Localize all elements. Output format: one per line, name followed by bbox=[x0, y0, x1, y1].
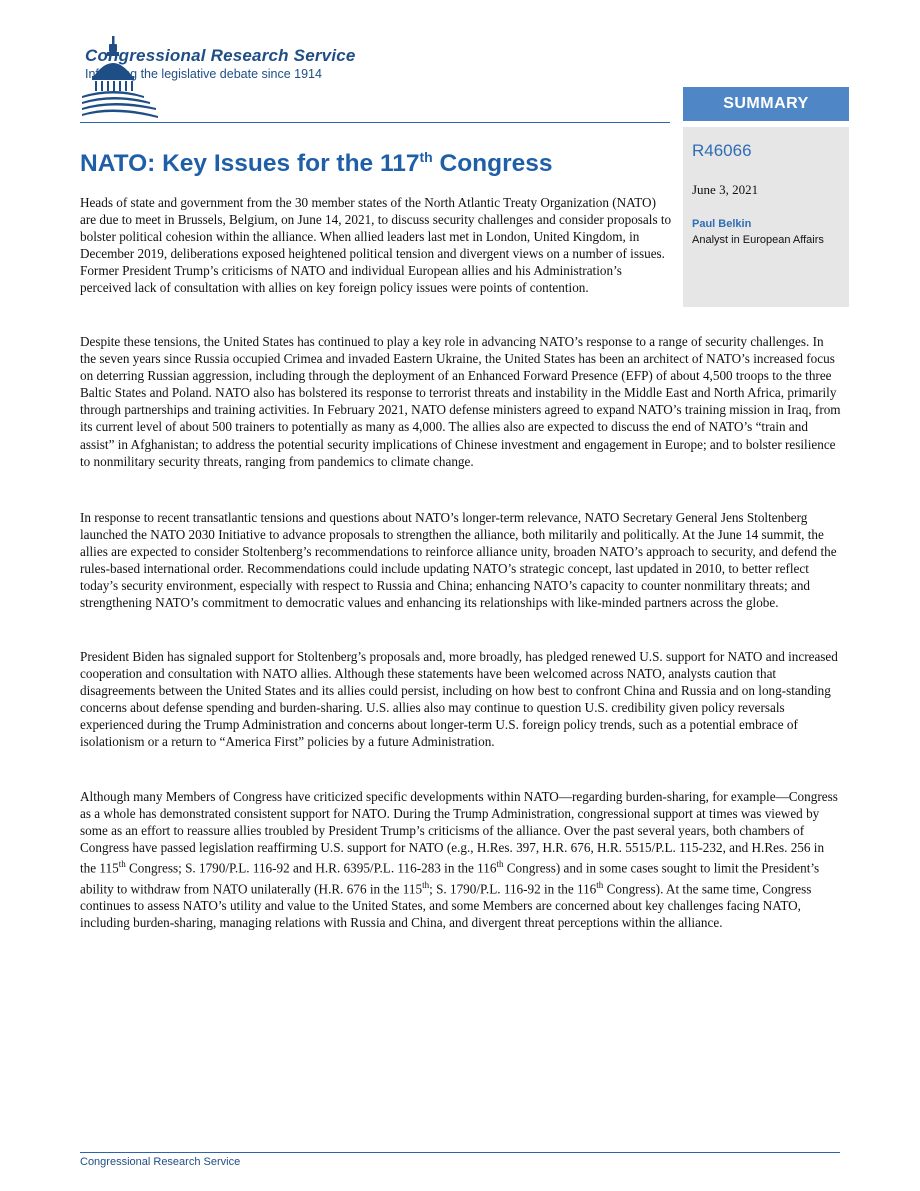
org-tagline: Informing the legislative debate since 1914 bbox=[85, 67, 322, 81]
summary-paragraph: Heads of state and government from the 30 member states of the North Atlantic Treaty Organization (NATO) are due to meet in Brussels, Belgium, on June 14, 2021, to discuss security challenges and consider proposals to bolster political cohesion within the alliance. When allied leaders last met in London, United Kingdom, in December 2019, deliberations exposed heightened political tension and divergent views on a number of issues. Former President Trump’s criticisms of NATO and individual European allies and his Administration’s perceived lack of consultation with allies on key foreign policy issues were points of contention. bbox=[80, 195, 672, 296]
p5-part-e: Congress). At the same time, Congress continues to assess NATO’s utility and value to the United States, and some Members are concerned about key challenges facing NATO, including burden-sharing, managing relations with Russia and China, and divergent threat perceptions within the alliance. bbox=[80, 881, 812, 931]
report-date: June 3, 2021 bbox=[692, 182, 759, 197]
p5-part-c: Congress) and in some cases sought to limit the President’s ability to withdraw from NATO unilaterally (H.R. 676 in the 115 bbox=[80, 860, 820, 897]
page-title bbox=[80, 150, 553, 178]
p5-part-a: Although many Members of Congress have criticized specific developments within NATO—regarding burden-sharing, for example—Congress as a whole has demonstrated consistent support for NATO. During the Trump Administration, congressional support at times was viewed by some as an effort to reassure allies troubled by President Trump’s criticisms of the alliance. Over the past several years, both chambers of Congress have passed legislation reaffirming U.S. support for NATO (e.g., H.Res. 397, H.R. 676, H.R. 5515/P.L. 115-232, and H.Res. 256 in the 115 bbox=[80, 789, 838, 876]
ordinal-sup: th bbox=[422, 879, 430, 890]
footer-divider bbox=[80, 1152, 840, 1153]
p5-part-b: Congress; S. 1790/P.L. 116-92 and H.R. 6395/P.L. 116-283 in the 116 bbox=[125, 860, 497, 876]
summary-paragraph: In response to recent transatlantic tensions and questions about NATO’s longer-term relevance, NATO Secretary General Jens Stoltenberg launched the NATO 2030 Initiative to advance proposals to strengthen the alliance, both militarily and politically. At the June 14 summit, the allies are expected to consider Stoltenberg’s recommendations to reinforce alliance unity, broaden NATO’s approach to security, and defend the rules-based international order. Recommendations could include updating NATO’s strategic concept, last updated in 2010, to better reflect today’s security environment, especially with respect to Russia and China; enhancing NATO’s capacity to counter nonmilitary threats; and strengthening NATO’s commitment to democratic values and enhancing its relationships with like-minded partners across the globe. bbox=[80, 510, 837, 611]
title-tail: Congress bbox=[432, 150, 553, 177]
ordinal-sup: th bbox=[118, 859, 126, 870]
summary-heading: SUMMARY bbox=[683, 87, 849, 121]
title-main: NATO: Key Issues for the 117 bbox=[80, 150, 420, 177]
summary-paragraph: Despite these tensions, the United States has continued to play a key role in advancing NATO’s response to a range of security challenges. In the seven years since Russia occupied Crimea and invaded Eastern Ukraine, the United States has been an architect of NATO’s increased focus on deterring Russian aggression, including through the deployment of an Enhanced Forward Presence (EFP) of about 4,500 troops to the three Baltic States and Poland. NATO also has bolstered its response to terrorist threats and instability in the Middle East and North Africa, primarily through partnerships and training activities. In February 2021, NATO defense ministers agreed to expand NATO’s training mission in Iraq, from its current level of about 500 trainers to potentially as many as 4,000. The allies also are expected to discuss the end of NATO’s “train and assist” in Afghanistan; to address the potential security implications of Chinese investment and engagement in Europe; and to bolster resilience to nonmilitary security threats, ranging from pandemics to climate change. bbox=[80, 334, 841, 469]
ordinal-sup: th bbox=[496, 859, 504, 870]
org-name: Congressional Research Service bbox=[85, 46, 356, 65]
title-sup: th bbox=[419, 148, 433, 165]
summary-paragraph: President Biden has signaled support for Stoltenberg’s proposals and, more broadly, has pledged renewed U.S. support for NATO and increased cooperation and consultation with NATO allies. Although these statements have been welcomed across NATO, analysts caution that disagreements between the United States and its allies could persist, including on how best to confront China and Russia and on long-standing concerns about defense spending and burden-sharing. U.S. allies also may continue to question U.S. credibility given policy reversals experienced during the Trump Administration and concerns about longer-term U.S. foreign policy trends, such as a potential embrace of isolationism or a return to “America First” policies by a future Administration. bbox=[80, 649, 838, 750]
footer-text: Congressional Research Service bbox=[80, 1156, 241, 1168]
author-name: Paul Belkin bbox=[692, 218, 752, 230]
p5-part-d: ; S. 1790/P.L. 116-92 in the 116 bbox=[429, 881, 597, 897]
ordinal-sup: th bbox=[596, 879, 604, 890]
report-number: R46066 bbox=[692, 141, 752, 160]
crs-logo-text bbox=[85, 46, 356, 81]
author-title: Analyst in European Affairs bbox=[692, 234, 824, 246]
header-divider bbox=[80, 122, 670, 123]
summary-paragraph-congress bbox=[80, 788, 842, 932]
